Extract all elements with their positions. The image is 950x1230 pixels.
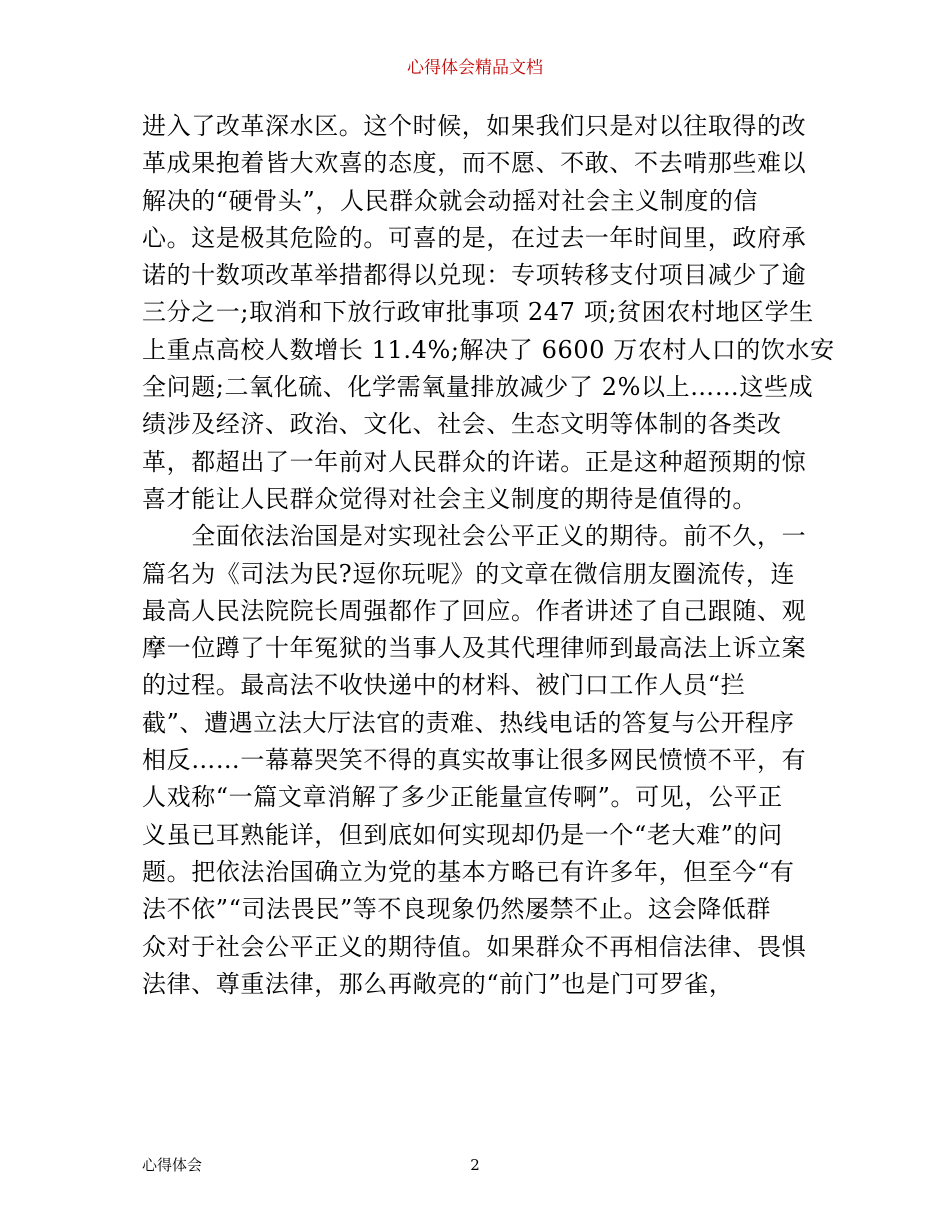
body-line: 心。这是极其危险的。可喜的是，在过去一年时间里，政府承 bbox=[142, 223, 807, 252]
body-line: 题。把依法治国确立为党的基本方略已有许多年，但至今“有 bbox=[142, 857, 795, 886]
body-line: 全问题;二氧化硫、化学需氧量排放减少了 2%以上……这些成 bbox=[142, 373, 814, 402]
body-line: 喜才能让人民群众觉得对社会主义制度的期待是值得的。 bbox=[142, 484, 757, 513]
body-line: 法不依”“司法畏民”等不良现象仍然屡禁不止。这会降低群 bbox=[142, 895, 772, 924]
document-body bbox=[142, 108, 835, 1003]
body-line: 革成果抱着皆大欢喜的态度，而不愿、不敢、不去啃那些难以 bbox=[142, 149, 807, 178]
body-line: 截”、遭遇立法大厅法官的责难、热线电话的答复与公开程序 bbox=[142, 708, 795, 737]
footer-label: 心得体会 bbox=[142, 1156, 203, 1174]
body-line: 的过程。最高法不收快递中的材料、被门口工作人员“拦 bbox=[142, 671, 746, 700]
document-header-title: 心得体会精品文档 bbox=[407, 58, 543, 78]
body-line: 绩涉及经济、政治、文化、社会、生态文明等体制的各类改 bbox=[142, 410, 782, 439]
body-line: 革，都超出了一年前对人民群众的许诺。正是这种超预期的惊 bbox=[142, 447, 807, 476]
body-line: 法律、尊重法律，那么再敞亮的“前门”也是门可罗雀， bbox=[142, 969, 734, 998]
body-line: 篇名为《司法为民?逗你玩呢》的文章在微信朋友圈流传，连 bbox=[142, 559, 796, 588]
body-line: 众对于社会公平正义的期待值。如果群众不再相信法律、畏惧 bbox=[142, 932, 807, 961]
body-line: 解决的“硬骨头”，人民群众就会动摇对社会主义制度的信 bbox=[142, 186, 759, 215]
body-line: 人戏称“一篇文章消解了多少正能量宣传啊”。可见，公平正 bbox=[142, 783, 783, 812]
body-line: 相反……一幕幕哭笑不得的真实故事让很多网民愤愤不平，有 bbox=[142, 746, 807, 775]
body-line: 义虽已耳熟能详，但到底如何实现却仍是一个“老大难”的问 bbox=[142, 820, 783, 849]
body-line: 全面依法治国是对实现社会公平正义的期待。前不久，一 bbox=[142, 522, 807, 551]
body-line: 三分之一;取消和下放行政审批事项 247 项;贫困农村地区学生 bbox=[142, 298, 814, 327]
page-number: 2 bbox=[470, 1156, 480, 1174]
body-line: 上重点高校人数增长 11.4%;解决了 6600 万农村人口的饮水安 bbox=[142, 335, 835, 364]
body-line: 最高人民法院院长周强都作了回应。作者讲述了自己跟随、观 bbox=[142, 596, 807, 625]
body-line: 摩一位蹲了十年冤狱的当事人及其代理律师到最高法上诉立案 bbox=[142, 634, 807, 663]
body-line: 诺的十数项改革举措都得以兑现：专项转移支付项目减少了逾 bbox=[142, 261, 807, 290]
body-line: 进入了改革深水区。这个时候，如果我们只是对以往取得的改 bbox=[142, 112, 807, 140]
